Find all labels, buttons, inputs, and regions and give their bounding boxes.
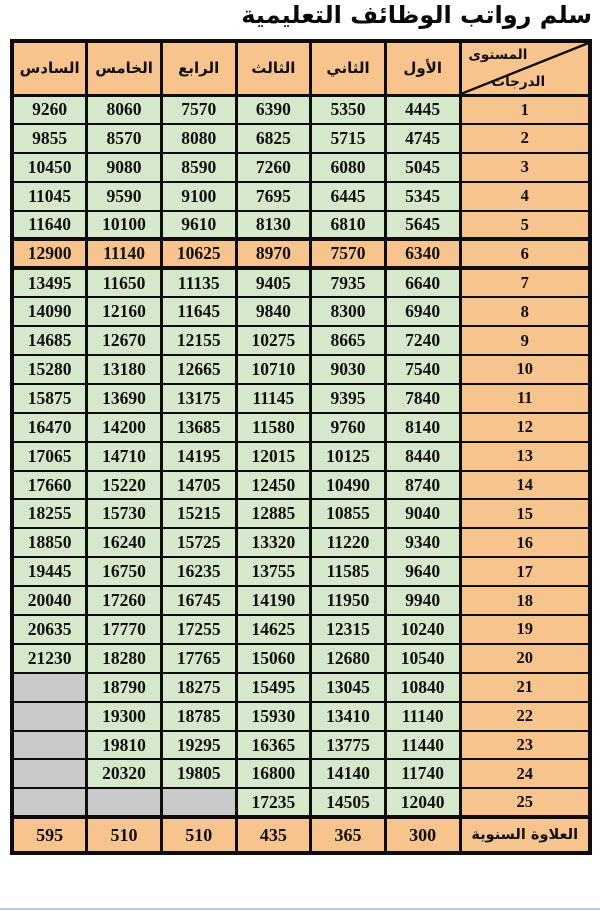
table-row <box>12 615 590 644</box>
table-row <box>12 499 590 528</box>
salary-cell: 9610 <box>161 211 236 240</box>
salary-cell: 9405 <box>236 268 311 297</box>
grade-cell: 4 <box>460 182 590 211</box>
salary-cell: 8970 <box>236 239 311 268</box>
salary-cell: 5715 <box>311 124 386 153</box>
salary-cell: 14190 <box>236 586 311 615</box>
salary-cell: 12040 <box>385 788 460 817</box>
salary-cell: 7840 <box>385 384 460 413</box>
salary-cell: 11140 <box>87 239 162 268</box>
salary-cell: 11645 <box>161 297 236 326</box>
grade-cell: 9 <box>460 326 590 355</box>
table-row <box>12 673 590 702</box>
salary-cell: 17770 <box>87 615 162 644</box>
salary-cell: 12450 <box>236 471 311 500</box>
empty-cell <box>12 673 87 702</box>
grade-cell: 2 <box>460 124 590 153</box>
salary-cell: 8130 <box>236 211 311 240</box>
table-row <box>12 268 590 297</box>
column-header-level-1: الأول <box>385 41 460 95</box>
salary-cell: 12160 <box>87 297 162 326</box>
table-row <box>12 153 590 182</box>
salary-cell: 12015 <box>236 442 311 471</box>
grade-cell: 15 <box>460 499 590 528</box>
table-row <box>12 759 590 788</box>
salary-cell: 14090 <box>12 297 87 326</box>
grade-cell: 1 <box>460 95 590 124</box>
salary-cell: 17065 <box>12 442 87 471</box>
table-row <box>12 413 590 442</box>
salary-cell: 12670 <box>87 326 162 355</box>
annual-increment-cell: 595 <box>12 817 87 853</box>
salary-cell: 11045 <box>12 182 87 211</box>
empty-cell <box>12 702 87 731</box>
grade-cell: 11 <box>460 384 590 413</box>
salary-cell: 18785 <box>161 702 236 731</box>
grade-cell: 6 <box>460 239 590 268</box>
salary-table <box>10 39 592 855</box>
table-row <box>12 326 590 355</box>
salary-cell: 9855 <box>12 124 87 153</box>
table-row <box>12 528 590 557</box>
grade-cell: 7 <box>460 268 590 297</box>
salary-cell: 5345 <box>385 182 460 211</box>
column-header-level-2: الثاني <box>311 41 386 95</box>
salary-cell: 13685 <box>161 413 236 442</box>
salary-cell: 11140 <box>385 702 460 731</box>
salary-cell: 17260 <box>87 586 162 615</box>
annual-increment-cell: 365 <box>311 817 386 853</box>
salary-cell: 10100 <box>87 211 162 240</box>
table-row <box>12 124 590 153</box>
salary-cell: 13495 <box>12 268 87 297</box>
salary-cell: 6390 <box>236 95 311 124</box>
grade-cell: 16 <box>460 528 590 557</box>
salary-cell: 12680 <box>311 644 386 673</box>
grade-cell: 23 <box>460 731 590 760</box>
salary-cell: 14625 <box>236 615 311 644</box>
grade-cell: 3 <box>460 153 590 182</box>
salary-cell: 15730 <box>87 499 162 528</box>
salary-cell: 15725 <box>161 528 236 557</box>
salary-cell: 20040 <box>12 586 87 615</box>
salary-cell: 13180 <box>87 355 162 384</box>
salary-cell: 16470 <box>12 413 87 442</box>
salary-cell: 17765 <box>161 644 236 673</box>
salary-cell: 21230 <box>12 644 87 673</box>
salary-cell: 13175 <box>161 384 236 413</box>
salary-cell: 9260 <box>12 95 87 124</box>
salary-cell: 10625 <box>161 239 236 268</box>
salary-cell: 16365 <box>236 731 311 760</box>
salary-cell: 16745 <box>161 586 236 615</box>
salary-cell: 18280 <box>87 644 162 673</box>
salary-cell: 7240 <box>385 326 460 355</box>
salary-cell: 6810 <box>311 211 386 240</box>
salary-cell: 14505 <box>311 788 386 817</box>
annual-increment-cell: 435 <box>236 817 311 853</box>
salary-cell: 10840 <box>385 673 460 702</box>
grade-cell: 20 <box>460 644 590 673</box>
grade-cell: 19 <box>460 615 590 644</box>
salary-cell: 11135 <box>161 268 236 297</box>
salary-cell: 8300 <box>311 297 386 326</box>
grade-cell: 24 <box>460 759 590 788</box>
footer-label-cell: العلاوة السنوية <box>460 817 590 853</box>
salary-cell: 10125 <box>311 442 386 471</box>
salary-cell: 14705 <box>161 471 236 500</box>
salary-cell: 13775 <box>311 731 386 760</box>
salary-cell: 9040 <box>385 499 460 528</box>
salary-cell: 9030 <box>311 355 386 384</box>
salary-cell: 9940 <box>385 586 460 615</box>
salary-cell: 9080 <box>87 153 162 182</box>
salary-cell: 12665 <box>161 355 236 384</box>
salary-cell: 17235 <box>236 788 311 817</box>
salary-cell: 13410 <box>311 702 386 731</box>
salary-cell: 11220 <box>311 528 386 557</box>
table-row <box>12 182 590 211</box>
salary-cell: 8140 <box>385 413 460 442</box>
empty-cell <box>12 788 87 817</box>
corner-grades-label: الدرجات <box>491 73 546 90</box>
salary-cell: 19810 <box>87 731 162 760</box>
salary-cell: 16240 <box>87 528 162 557</box>
salary-cell: 12885 <box>236 499 311 528</box>
salary-cell: 15875 <box>12 384 87 413</box>
table-row <box>12 586 590 615</box>
salary-cell: 13045 <box>311 673 386 702</box>
salary-cell: 16800 <box>236 759 311 788</box>
salary-cell: 7540 <box>385 355 460 384</box>
grade-cell: 21 <box>460 673 590 702</box>
salary-cell: 15215 <box>161 499 236 528</box>
corner-level-label: المستوى <box>468 47 528 63</box>
salary-cell: 10540 <box>385 644 460 673</box>
salary-cell: 15495 <box>236 673 311 702</box>
salary-cell: 14195 <box>161 442 236 471</box>
table-row <box>12 384 590 413</box>
footer-row <box>12 817 590 853</box>
grade-cell: 8 <box>460 297 590 326</box>
salary-cell: 7260 <box>236 153 311 182</box>
table-row <box>12 644 590 673</box>
salary-cell: 7570 <box>161 95 236 124</box>
salary-cell: 14200 <box>87 413 162 442</box>
salary-cell: 8590 <box>161 153 236 182</box>
salary-cell: 11650 <box>87 268 162 297</box>
salary-cell: 7570 <box>311 239 386 268</box>
grade-cell: 18 <box>460 586 590 615</box>
salary-cell: 10855 <box>311 499 386 528</box>
salary-cell: 9590 <box>87 182 162 211</box>
table-row <box>12 95 590 124</box>
table-row <box>12 442 590 471</box>
annual-increment-cell: 300 <box>385 817 460 853</box>
table-row <box>12 471 590 500</box>
page-title: سلم رواتب الوظائف التعليمية <box>241 1 592 29</box>
salary-cell: 16750 <box>87 557 162 586</box>
salary-cell: 4445 <box>385 95 460 124</box>
table-row <box>12 702 590 731</box>
salary-cell: 11585 <box>311 557 386 586</box>
empty-cell <box>12 759 87 788</box>
salary-cell: 5350 <box>311 95 386 124</box>
salary-cell: 11640 <box>12 211 87 240</box>
salary-cell: 18255 <box>12 499 87 528</box>
salary-cell: 10450 <box>12 153 87 182</box>
salary-cell: 7695 <box>236 182 311 211</box>
salary-cell: 5645 <box>385 211 460 240</box>
salary-cell: 9840 <box>236 297 311 326</box>
corner-header-cell <box>460 41 590 95</box>
salary-cell: 16235 <box>161 557 236 586</box>
table-row <box>12 557 590 586</box>
table-row <box>12 211 590 240</box>
salary-cell: 8665 <box>311 326 386 355</box>
salary-cell: 13755 <box>236 557 311 586</box>
salary-cell: 17255 <box>161 615 236 644</box>
grade-cell: 17 <box>460 557 590 586</box>
table-row <box>12 355 590 384</box>
salary-cell: 15280 <box>12 355 87 384</box>
salary-cell: 9640 <box>385 557 460 586</box>
salary-cell: 10275 <box>236 326 311 355</box>
salary-cell: 11740 <box>385 759 460 788</box>
column-header-level-6: السادس <box>12 41 87 95</box>
header-row <box>12 41 590 95</box>
salary-cell: 8440 <box>385 442 460 471</box>
salary-cell: 19445 <box>12 557 87 586</box>
table-row <box>12 297 590 326</box>
column-header-level-5: الخامس <box>87 41 162 95</box>
salary-cell: 9395 <box>311 384 386 413</box>
salary-cell: 14140 <box>311 759 386 788</box>
salary-cell: 19805 <box>161 759 236 788</box>
column-header-level-4: الرابع <box>161 41 236 95</box>
salary-cell: 9760 <box>311 413 386 442</box>
salary-cell: 7935 <box>311 268 386 297</box>
grade-cell: 22 <box>460 702 590 731</box>
salary-cell: 18275 <box>161 673 236 702</box>
salary-cell: 9340 <box>385 528 460 557</box>
salary-cell: 18850 <box>12 528 87 557</box>
salary-cell: 6080 <box>311 153 386 182</box>
salary-cell: 8080 <box>161 124 236 153</box>
salary-cell: 10710 <box>236 355 311 384</box>
salary-cell: 18790 <box>87 673 162 702</box>
grade-cell: 12 <box>460 413 590 442</box>
grade-cell: 10 <box>460 355 590 384</box>
grade-cell: 14 <box>460 471 590 500</box>
grade-cell: 25 <box>460 788 590 817</box>
annual-increment-cell: 510 <box>87 817 162 853</box>
salary-cell: 15930 <box>236 702 311 731</box>
salary-cell: 12900 <box>12 239 87 268</box>
salary-cell: 8060 <box>87 95 162 124</box>
salary-cell: 20635 <box>12 615 87 644</box>
salary-cell: 12315 <box>311 615 386 644</box>
salary-cell: 11950 <box>311 586 386 615</box>
salary-cell: 8570 <box>87 124 162 153</box>
salary-cell: 6445 <box>311 182 386 211</box>
table-row <box>12 788 590 817</box>
salary-cell: 20320 <box>87 759 162 788</box>
salary-cell: 15060 <box>236 644 311 673</box>
salary-cell: 11440 <box>385 731 460 760</box>
annual-increment-cell: 510 <box>161 817 236 853</box>
salary-cell: 5045 <box>385 153 460 182</box>
salary-cell: 15220 <box>87 471 162 500</box>
grade-cell: 13 <box>460 442 590 471</box>
salary-cell: 9100 <box>161 182 236 211</box>
salary-cell: 17660 <box>12 471 87 500</box>
salary-cell: 6940 <box>385 297 460 326</box>
column-header-level-3: الثالث <box>236 41 311 95</box>
salary-cell: 4745 <box>385 124 460 153</box>
salary-cell: 19300 <box>87 702 162 731</box>
salary-cell: 8740 <box>385 471 460 500</box>
salary-cell: 12155 <box>161 326 236 355</box>
salary-cell: 19295 <box>161 731 236 760</box>
salary-cell: 11145 <box>236 384 311 413</box>
empty-cell <box>161 788 236 817</box>
salary-cell: 14685 <box>12 326 87 355</box>
salary-cell: 10240 <box>385 615 460 644</box>
scan-edge-line <box>0 908 600 910</box>
salary-cell: 6640 <box>385 268 460 297</box>
grade-cell: 5 <box>460 211 590 240</box>
table-row <box>12 239 590 268</box>
salary-cell: 14710 <box>87 442 162 471</box>
salary-cell: 6825 <box>236 124 311 153</box>
salary-cell: 10490 <box>311 471 386 500</box>
salary-cell: 13320 <box>236 528 311 557</box>
salary-cell: 13690 <box>87 384 162 413</box>
salary-cell: 6340 <box>385 239 460 268</box>
empty-cell <box>87 788 162 817</box>
rows-body <box>12 95 590 817</box>
salary-cell: 11580 <box>236 413 311 442</box>
table-row <box>12 731 590 760</box>
empty-cell <box>12 731 87 760</box>
